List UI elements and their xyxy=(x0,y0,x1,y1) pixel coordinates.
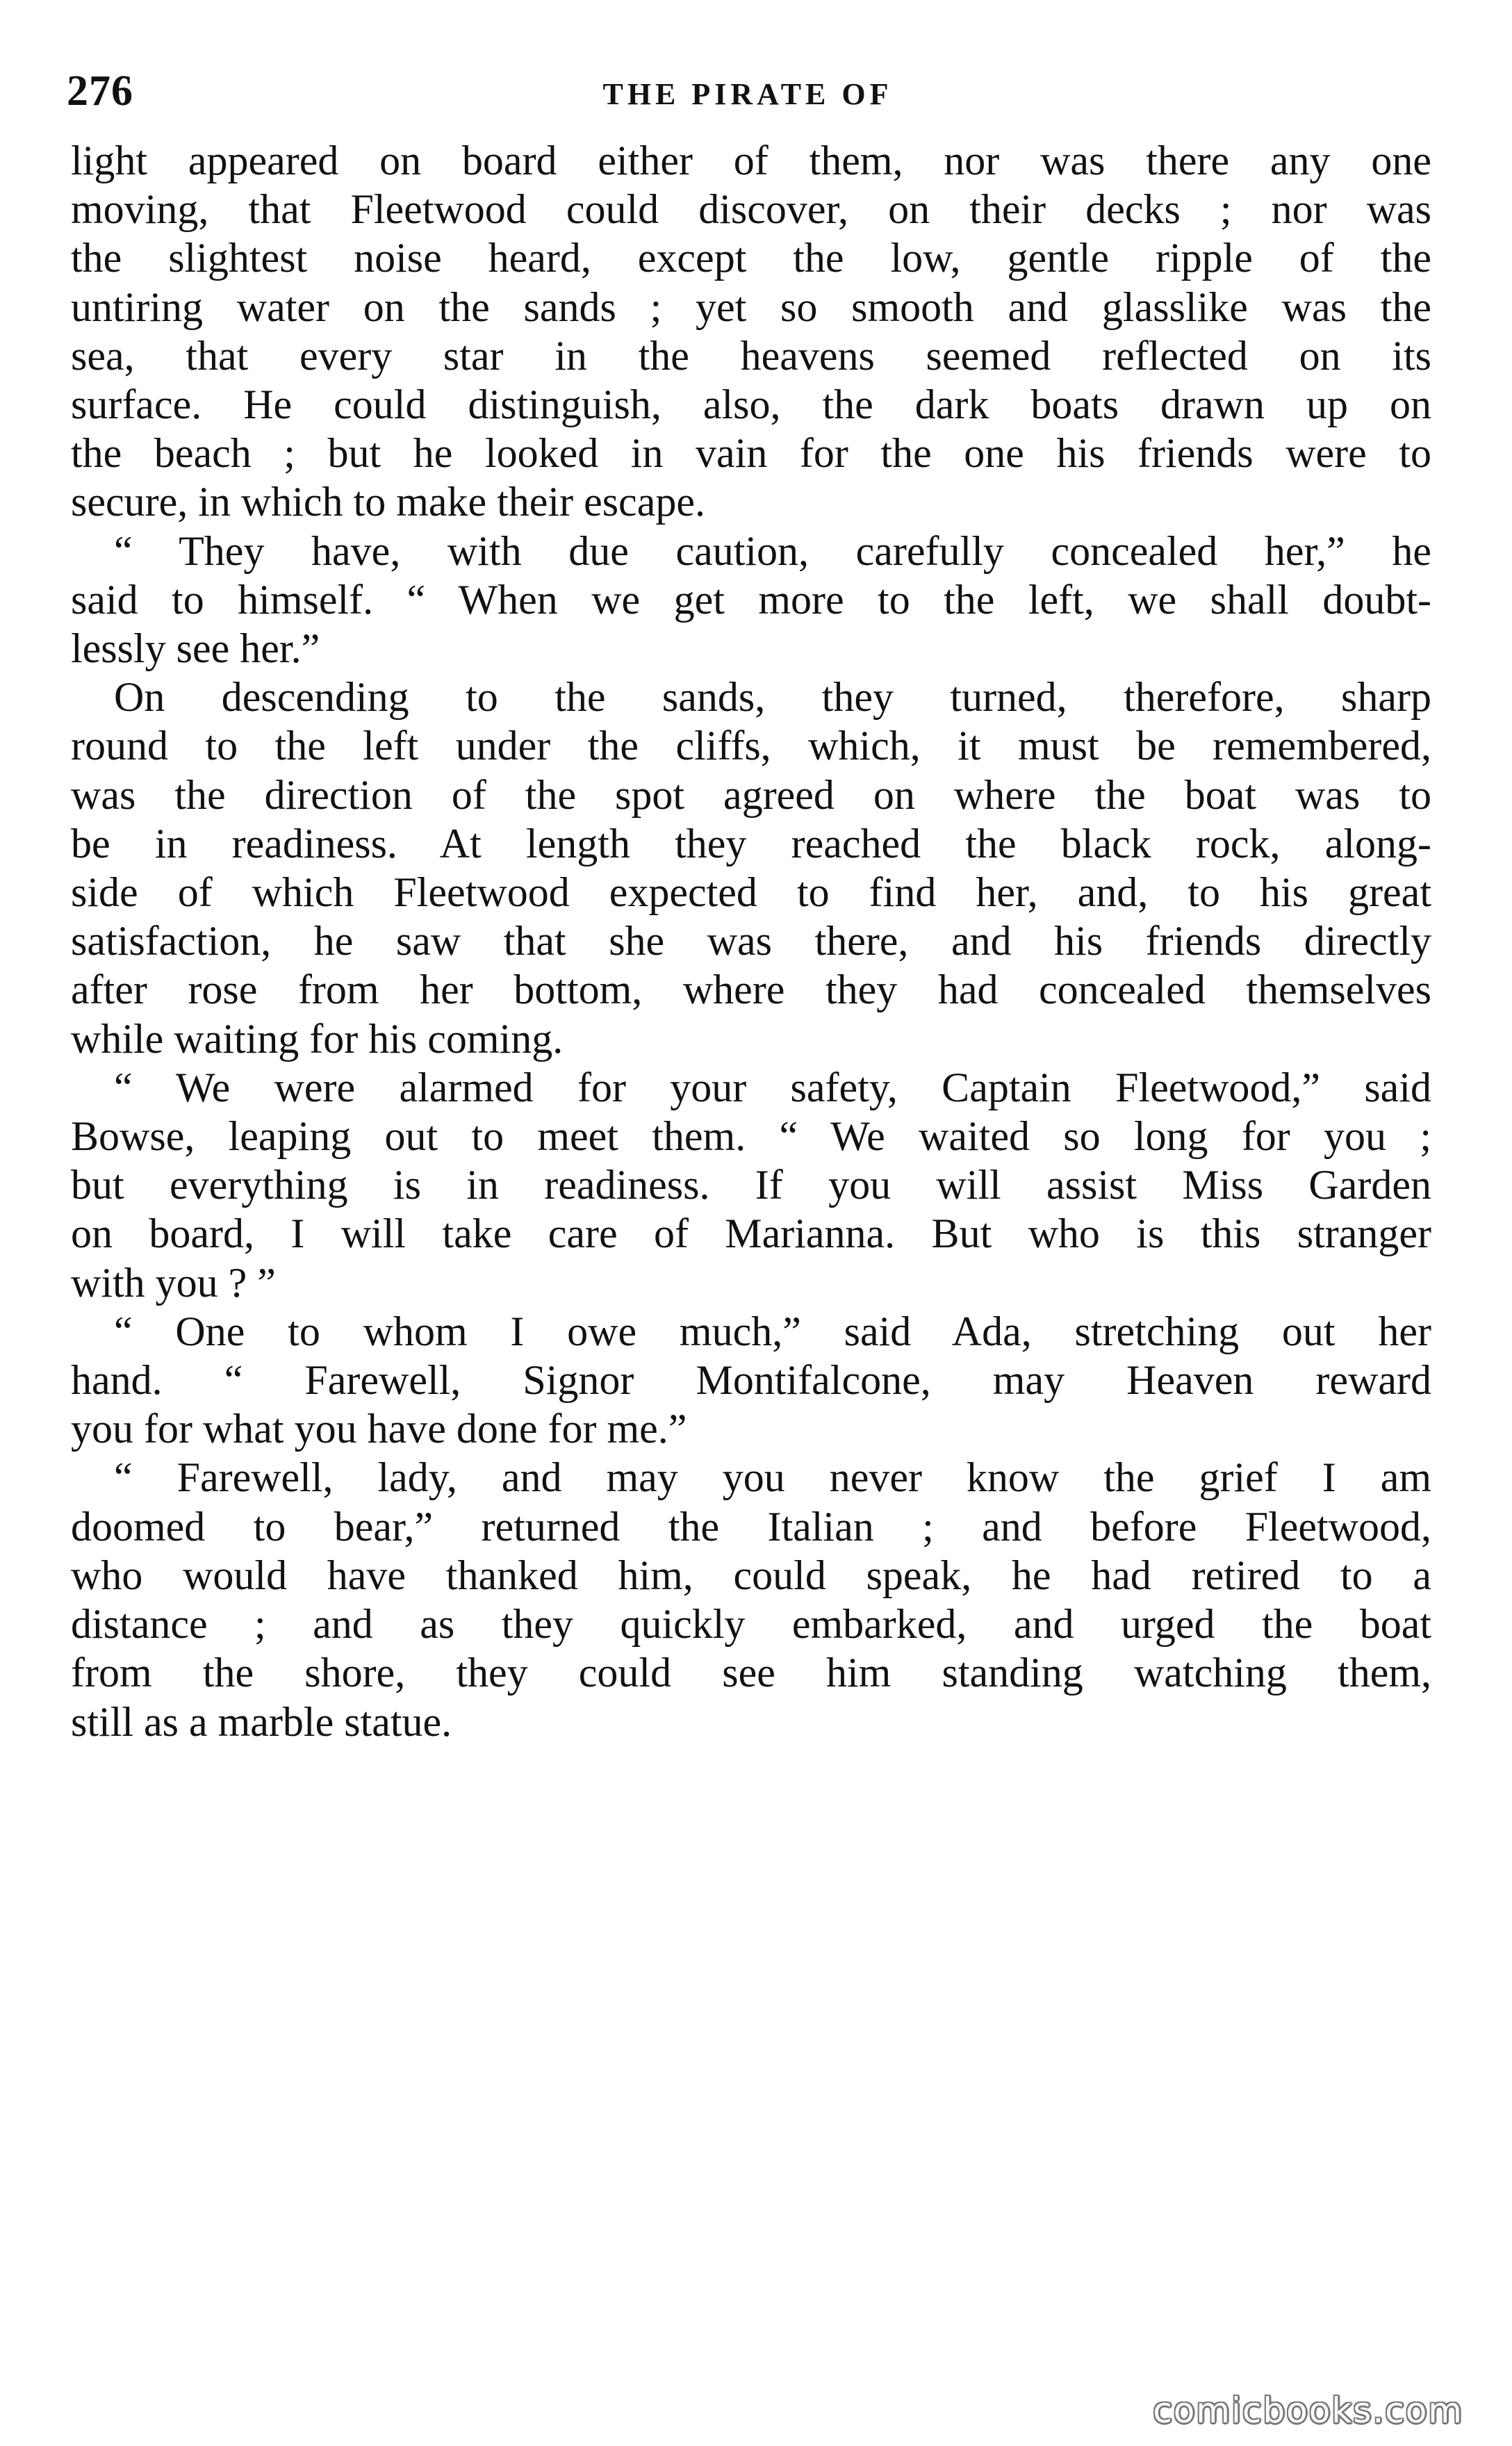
text-line: was the direction of the spot agreed on where the boat was to xyxy=(71,771,1431,818)
text-line: doomed to bear,” returned the Italian ; and before Fleetwood, xyxy=(71,1503,1431,1550)
text-line: but everything is in readiness. If you will assist Miss Garden xyxy=(71,1162,1431,1208)
text-line: you for what you have done for me.” xyxy=(71,1406,687,1452)
text-line: “ Farewell, lady, and may you never know the grief I am xyxy=(114,1454,1431,1501)
text-line: the slightest noise heard, except the low, gentle ripple of the xyxy=(71,235,1431,281)
text-line: “ We were alarmed for your safety, Captain Fleetwood,” said xyxy=(114,1064,1431,1110)
text-line: satisfaction, he saw that she was there, and his friends directly xyxy=(71,918,1431,965)
text-line: sea, that every star in the heavens seemed reflected on its xyxy=(71,332,1431,379)
text-line: untiring water on the sands ; yet so smooth and glasslike was the xyxy=(71,284,1431,330)
running-head: THE PIRATE OF xyxy=(602,77,893,111)
text-line: said to himself. “ When we get more to the left, we shall doubt- xyxy=(71,576,1431,623)
text-line: surface. He could distinguish, also, the dark boats drawn up on xyxy=(71,381,1431,428)
body-text xyxy=(71,136,1431,1746)
text-line: be in readiness. At length they reached the black rock, along- xyxy=(71,820,1431,867)
text-line: on board, I will take care of Marianna. But who is this stranger xyxy=(71,1210,1431,1257)
text-line: moving, that Fleetwood could discover, on their decks ; nor was xyxy=(71,186,1431,233)
text-line: “ One to whom I owe much,” said Ada, stretching out her xyxy=(114,1308,1431,1354)
text-line: Bowse, leaping out to meet them. “ We waited so long for you ; xyxy=(71,1113,1431,1160)
text-line: the beach ; but he looked in vain for the one his friends were to xyxy=(71,430,1431,477)
text-line: with you ? ” xyxy=(71,1259,276,1306)
text-line: hand. “ Farewell, Signor Montifalcone, may Heaven reward xyxy=(71,1357,1431,1404)
text-line: lessly see her.” xyxy=(71,625,320,672)
text-line: round to the left under the cliffs, which, it must be remembered, xyxy=(71,723,1431,769)
text-line: secure, in which to make their escape. xyxy=(71,479,705,525)
text-line: distance ; and as they quickly embarked, and urged the boat xyxy=(71,1601,1431,1648)
page-number: 276 xyxy=(67,67,133,115)
text-line: while waiting for his coming. xyxy=(71,1015,564,1062)
text-line: light appeared on board either of them, nor was there any one xyxy=(71,138,1431,183)
text-line: “ They have, with due caution, carefully concealed her,” he xyxy=(114,527,1431,574)
text-line: from the shore, they could see him standing watching them, xyxy=(71,1650,1431,1696)
text-line: On descending to the sands, they turned, therefore, sharp xyxy=(114,674,1431,721)
page-header xyxy=(67,67,1429,122)
text-line: side of which Fleetwood expected to find her, and, to his great xyxy=(71,869,1431,916)
text-line: after rose from her bottom, where they had concealed themselves xyxy=(71,967,1431,1013)
text-line: still as a marble statue. xyxy=(71,1698,452,1745)
watermark: comicbooks.com xyxy=(1153,2390,1463,2431)
text-line: who would have thanked him, could speak, he had retired to a xyxy=(71,1552,1431,1598)
